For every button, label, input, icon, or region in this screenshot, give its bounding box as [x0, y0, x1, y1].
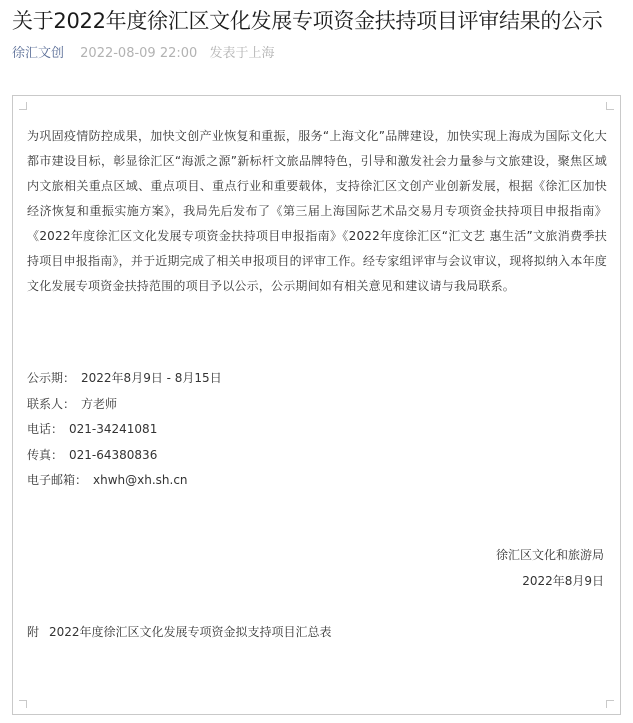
- phone-label: 电话：: [27, 422, 64, 436]
- person-label: 联系人：: [27, 396, 76, 411]
- fax-label: 传真：: [27, 447, 64, 462]
- attachment-title: 2022年度徐汇区文化发展专项资金拟支持项目汇总表: [49, 625, 332, 639]
- frame-corner-top-right: [606, 102, 614, 110]
- frame-corner-bottom-right: [606, 700, 614, 708]
- person-line: [27, 392, 222, 418]
- frame-corner-top-left: [19, 102, 27, 110]
- attachment-line: [27, 623, 332, 641]
- article-meta: [12, 45, 274, 63]
- attachment-label: 附: [27, 625, 40, 639]
- account-name-link[interactable]: 徐汇文创: [12, 46, 65, 61]
- contact-info: [27, 366, 222, 494]
- period-label: 公示期：: [27, 371, 76, 385]
- person-value: 方老师: [81, 396, 118, 411]
- announcement-body: 为巩固疫情防控成果，加快文创产业恢复和重振，服务“上海文化”品牌建设，加快实现上海成为国际文化大都市建设目标，彰显徐汇区“海派之源”新标杆文旅品牌特色，引导和激发社会力量参与文旅建设，聚焦区域内文旅相关重点区域、重点项目、重点行业和重要载体，支持徐汇区文创产业创新发展，根据《徐汇区加快经济恢复和重振实施方案》，我局先后发布了《第三届上海国际艺术品交易月专项资金扶持项目申报指南》《2022年度徐汇区文化发展专项资金扶持项目申报指南》《2022年度徐汇区“汇文艺 惠生活”文旅消费季扶持项目申报指南》，并于近期完成了相关申报项目的评审工作。经专家组评审与会议审议，现将拟纳入本年度文化发展专项资金扶持范围的项目予以公示，公示期间如有相关意见和建议请与我局联系。: [27, 129, 607, 293]
- signature-date: 2022年8月9日: [522, 574, 604, 588]
- article-title: 关于2022年度徐汇区文化发展专项资金扶持项目评审结果的公示: [12, 9, 603, 33]
- email-label: 电子邮箱：: [27, 473, 88, 487]
- content-frame: [12, 95, 621, 715]
- publish-date: 2022-08-09 22:00: [80, 46, 198, 61]
- publish-location: 发表于上海: [209, 46, 275, 61]
- email-line: [27, 468, 222, 494]
- fax-value: 021-64380836: [69, 447, 158, 462]
- frame-corner-bottom-left: [19, 700, 27, 708]
- signature-organization: 徐汇区文化和旅游局: [495, 548, 604, 562]
- email-value: xhwh@xh.sh.cn: [93, 473, 188, 487]
- period-value: 2022年8月9日 - 8月15日: [81, 371, 222, 385]
- fax-line: [27, 443, 222, 469]
- period-line: [27, 366, 222, 392]
- phone-line: [27, 417, 222, 443]
- phone-value: 021-34241081: [69, 422, 158, 436]
